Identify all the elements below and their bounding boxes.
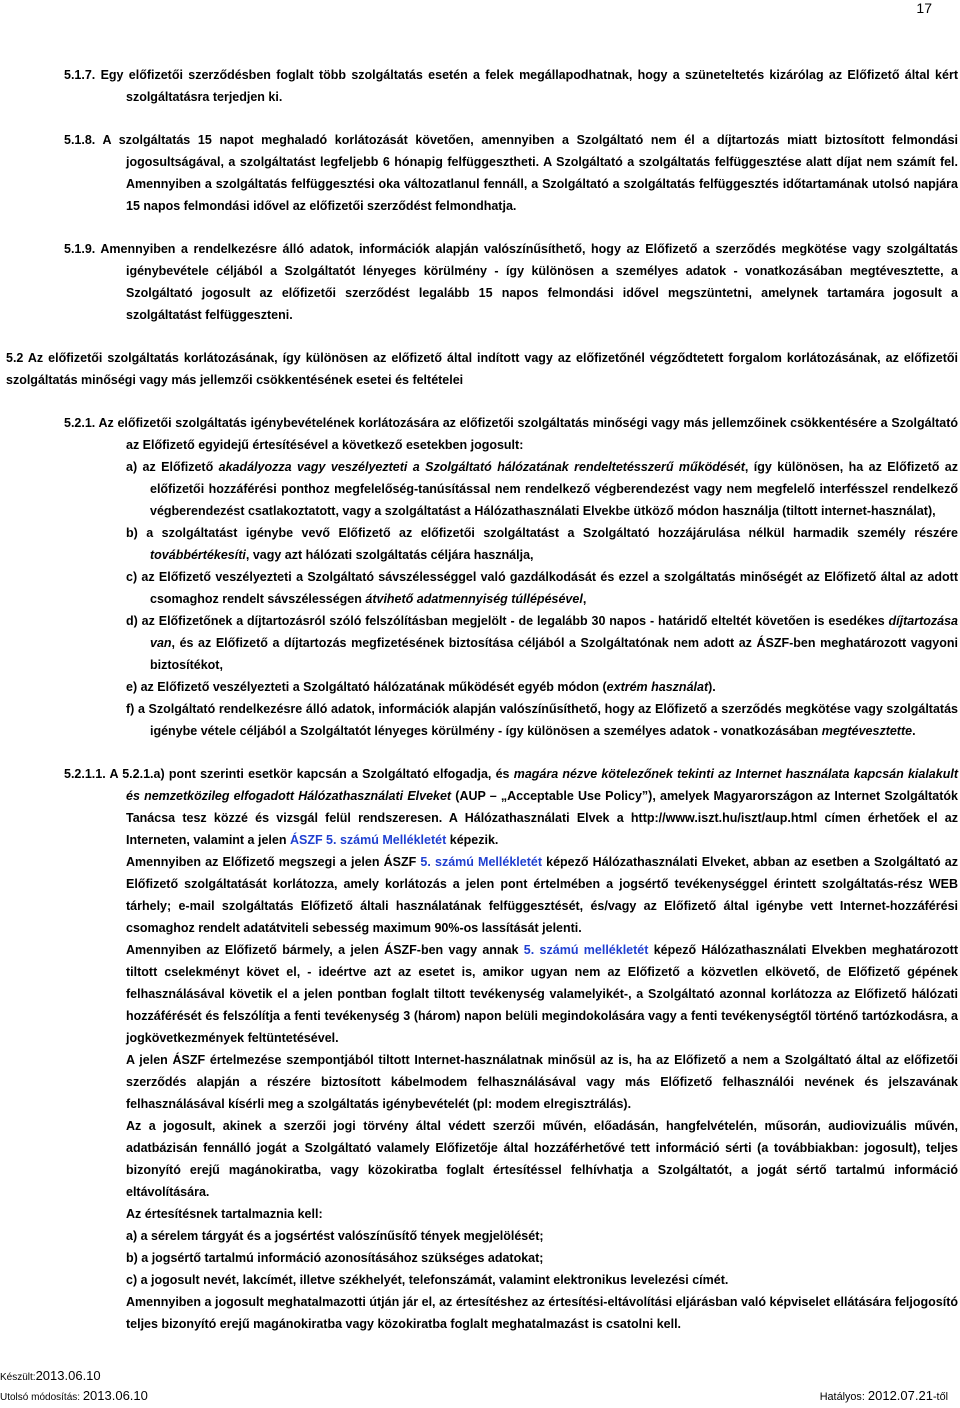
section-5-2-heading: 5.2 Az előfizetői szolgáltatás korlátozásának, így különösen az előfizető által indított vagy az előfizetőnél végződtetett forgalom korlátozásának, az előfizetői szolgáltatás minőségi vagy más jellemzői csökkentésének esetei és feltételei <box>6 351 958 387</box>
footer-modified: Utolsó módosítás: 2013.06.10 <box>0 1388 148 1403</box>
section-5-2-1-1: 5.2.1.1. A 5.2.1.a) pont szerinti esetkör kapcsán a Szolgáltató elfogadja, és magára nézve kötelezőnek tekinti az Internet használata kapcsán kialakult és nemzetközileg elfogadott Hálózathasználati Elveket (AUP – „Acceptable Use Policy”), amelyek Magyarországon az Internet Szolgáltatók Tanácsa tesz közzé és vizsgál felül rendszeresen. A Hálózathasználati Elvek a http://www.iszt.hu/iszt/aup.html címen érhetőek el az Interneten, valamint a jelen ÁSZF 5. számú Mellékletét képezik. <box>64 767 959 847</box>
notice-item-c: c) a jogosult nevét, lakcímét, illetve székhelyét, telefonszámát, valamint elektronikus levelezési címét. <box>126 1273 729 1287</box>
annex-5-link[interactable]: 5. számú mellékletét <box>523 943 649 957</box>
section-5-1-7: 5.1.7. Egy előfizetői szerződésben foglalt több szolgáltatás esetén a felek megállapodhatnak, hogy a szüneteltetés kizárólag az Előfizető által kért szolgáltatásra terjedjen ki. <box>64 68 958 104</box>
paragraph-representative: Amennyiben a jogosult meghatalmazotti útján jár el, az értesítéshez az értesítési-eltávolítási eljárásban való képviselet ellátására feljogosító teljes bizonyító erejű magánokiratba vagy közokiratba foglalt meghatalmazást is csatolni kell. <box>126 1295 958 1331</box>
list-item-e: e) az Előfizető veszélyezteti a Szolgáltató hálózatának működését egyéb módon (extrém használat). <box>126 680 716 694</box>
list-item-a: a) az Előfizető akadályozza vagy veszélyezteti a Szolgáltató hálózatának rendeltetésszerű működését, így különösen, ha az Előfizető az előfizetői hozzáférési ponthoz megfelelőség-tanúsítással nem rendelkező végberendezést vagy nem megfelelő interfésszel rendelkező végberendezést csatlakoztatott, vagy a szolgáltatást a Hálózathasználati Elvekbe ütköző módon használja (tiltott internet-használat), <box>126 460 958 518</box>
list-item-f: f) a Szolgáltató rendelkezésre álló adatok, információk alapján valószínűsíthető, hogy az Előfizető a szerződés megkötése vagy szolgáltatás igénybe vétele céljából a Szolgáltatót lényeges körülmény - így különösen a személyes adatok - vonatkozásában megtévesztette. <box>126 702 958 738</box>
paragraph-breach: Amennyiben az Előfizető megszegi a jelen ÁSZF 5. számú Mellékletét képező Hálózathasználati Elveket, abban az esetben a Szolgáltató az Előfizető szolgáltatását korlátozza, amely korlátozás a jelen pont értelmében a jogsértő tevékenységgel érintett szolgáltatás-rész WEB tárhely; e-mail szolgáltatás Előfizető általi használatának felfüggesztését, és/vagy az Előfizető által igénybe vett Internet-hozzáférési csomaghoz rendelt adatátviteli sebesség maximum 90%-os lassítását jelenti. <box>126 855 958 935</box>
paragraph-notice-content: Az értesítésnek tartalmaznia kell: <box>126 1207 323 1221</box>
paragraph-copyright: Az a jogosult, akinek a szerzői jogi törvény által védett szerzői művén, előadásán, hangfelvételén, műsorán, audiovizuális művén, adatbázisán fennálló jogát a Szolgáltató valamely Előfizetője által hozzáférhetővé tett információ sérti (a továbbiakban: jogosult), teljes bizonyító erejű magánokiratba, vagy közokiratba foglalt értesítéssel felhívhatja a Szolgáltatót, a jogát sértő tartalmú információ eltávolítására. <box>126 1119 958 1199</box>
footer-created: Készült:2013.06.10 <box>0 1368 101 1383</box>
document-body <box>6 64 959 1335</box>
page-number: 17 <box>916 0 932 16</box>
section-5-2-1: 5.2.1. Az előfizetői szolgáltatás igénybevételének korlátozására az előfizetői szolgáltatás minőségi vagy más jellemzőinek csökkentésére a Szolgáltató az Előfizető egyidejű értesítésével a következő esetekben jogosult: <box>64 416 958 452</box>
notice-item-a: a) a sérelem tárgyát és a jogsértést valószínűsítő tények megjelölését; <box>126 1229 544 1243</box>
footer-effective: Hatályos: 2012.07.21-től <box>819 1388 948 1403</box>
list-item-d: d) az Előfizetőnek a díjtartozásról szóló felszólításban megjelölt - de legalább 30 napos - határidő elteltét követően is esedékes díjtartozása van, és az Előfizető a díjtartozás megfizetésének biztosítása céljából a Szolgáltatónak nem adott az ÁSZF-ben meghatározott vagyoni biztosítékot, <box>126 614 958 672</box>
paragraph-prohibited-act: Amennyiben az Előfizető bármely, a jelen ÁSZF-ben vagy annak 5. számú mellékletét képező Hálózathasználati Elvekben meghatározott tiltott cselekményt követ el, - ideértve azt az esetet is, amikor ugyan nem az Előfizető a közvetlen elkövető, de Előfizető gépének felhasználásával követik el a jelen pontban foglalt tiltott tevékenység valamelyikét-, a Szolgáltató azonnal korlátozza az Előfizető hálózati hozzáférését és felszólítja a fenti tevékenység 3 (három) napon belüli megindokolására vagy a fenti tevékenységtől történő tartózkodásra, a jogkövetkezmények feltüntetésével. <box>126 943 958 1045</box>
list-item-b: b) a szolgáltatást igénybe vevő Előfizető az előfizetői szolgáltatást a Szolgáltató hozzájárulása nélkül harmadik személy részére továbbértékesíti, vagy azt hálózati szolgáltatás céljára használja, <box>126 526 958 562</box>
notice-item-b: b) a jogsértő tartalmú információ azonosításához szükséges adatokat; <box>126 1251 544 1265</box>
list-item-c: c) az Előfizető veszélyezteti a Szolgáltató sávszélességgel való gazdálkodását és ezzel a szolgáltatás minőségét az Előfizető által az adott csomaghoz rendelt sávszélességen átvihető adatmennyiség túllépésével, <box>126 570 958 606</box>
annex-5-link[interactable]: ÁSZF 5. számú Mellékletét <box>289 833 447 847</box>
annex-5-link[interactable]: 5. számú Mellékletét <box>420 855 542 869</box>
section-5-1-9: 5.1.9. Amennyiben a rendelkezésre álló adatok, információk alapján valószínűsíthető, hogy az Előfizető a szerződés megkötése vagy szolgáltatás igénybevétele céljából a Szolgáltatót lényeges körülmény - így különösen a személyes adatok - vonatkozásában megtévesztette, a Szolgáltató jogosult az előfizetői szerződést legalább 15 napos felmondási idővel megszüntetni, amelynek tartamára jogosult a szolgáltatást felfüggeszteni. <box>64 242 958 322</box>
paragraph-prohibited-use: A jelen ÁSZF értelmezése szempontjából tiltott Internet-használatnak minősül az is, ha az Előfizető a nem a Szolgáltató által az előfizetői szerződés alapján a részére biztosított kábelmodem felhasználásával vagy más Előfizető felhasználói nevének és jelszavának felhasználásával kísérli meg a szolgáltatás igénybevételét (pl: modem elregisztrálás). <box>126 1053 958 1111</box>
section-5-1-8: 5.1.8. A szolgáltatás 15 napot meghaladó korlátozását követően, amennyiben a Szolgáltató nem él a díjtartozás miatt biztosított felmondási jogosultságával, a szolgáltatást legfeljebb 6 hónapig felfüggesztheti. A Szolgáltató a szolgáltatás felfüggesztése alatt díjat nem számít fel. Amennyiben a szolgáltatás felfüggesztési oka változatlanul fennáll, a Szolgáltató a szolgáltatás felfüggesztés időtartamának utolsó napjára 15 napos felmondási idővel az előfizetői szerződést felmondhatja. <box>64 133 958 213</box>
